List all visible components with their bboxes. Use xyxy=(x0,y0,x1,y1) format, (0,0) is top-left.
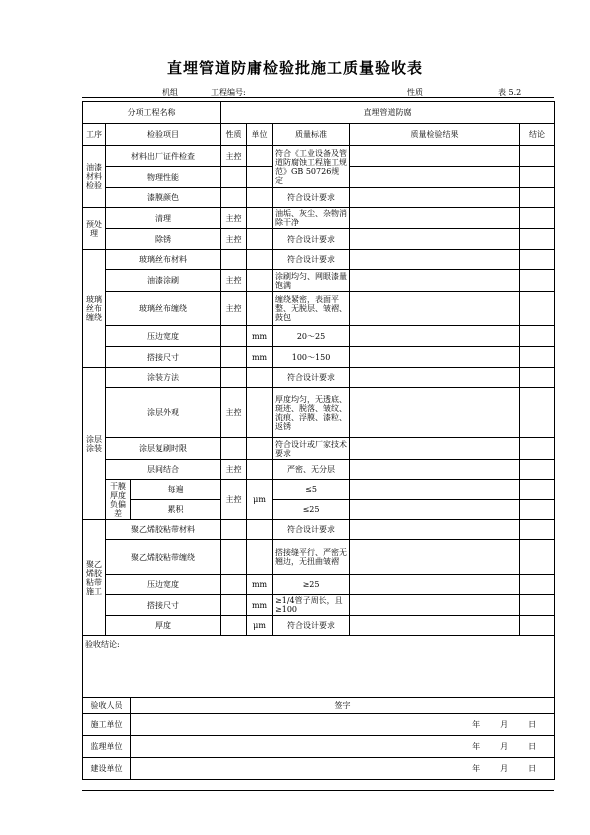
nature-r13 xyxy=(221,438,247,460)
unit-r20: mm xyxy=(247,595,273,616)
day-label: 日 xyxy=(528,764,537,773)
table-number: 表 5.2 xyxy=(498,88,522,97)
item-r7: 油漆涂刷 xyxy=(106,270,221,292)
item-r2: 物理性能 xyxy=(106,167,221,188)
unit-r17 xyxy=(247,520,273,540)
result-cell[interactable] xyxy=(350,540,520,575)
result-cell[interactable] xyxy=(350,347,520,368)
nature-r12: 主控 xyxy=(221,388,247,438)
col-nature: 性质 xyxy=(221,124,247,146)
standard-r8: 缠绕紧密，表面平整、无脱层、皱褶、鼓包 xyxy=(273,292,350,326)
unit-r12 xyxy=(247,388,273,438)
conclusion-cell[interactable] xyxy=(520,347,555,368)
nature-r17 xyxy=(221,520,247,540)
item-r5: 除锈 xyxy=(106,229,221,250)
result-cell[interactable] xyxy=(350,520,520,540)
acceptance-conclusion[interactable]: 验收结论: xyxy=(83,636,555,698)
item-r14: 层间结合 xyxy=(106,460,221,480)
nature-r6 xyxy=(221,250,247,270)
nature-label: 性质 xyxy=(407,88,423,97)
conclusion-cell[interactable] xyxy=(520,208,555,229)
nature-r20 xyxy=(221,595,247,616)
unit-r6 xyxy=(247,250,273,270)
owner-unit-label: 建设单位 xyxy=(83,758,131,780)
conclusion-cell[interactable] xyxy=(520,368,555,388)
conclusion-cell[interactable] xyxy=(520,229,555,250)
year-label: 年 xyxy=(472,742,481,751)
unit-r13 xyxy=(247,438,273,460)
conclusion-cell[interactable] xyxy=(520,438,555,460)
result-cell[interactable] xyxy=(350,388,520,438)
conclusion-cell[interactable] xyxy=(520,167,555,188)
standard-r3: 符合设计要求 xyxy=(273,188,350,208)
supervision-unit-label: 监理单位 xyxy=(83,736,131,758)
nature-r2 xyxy=(221,167,247,188)
result-cell[interactable] xyxy=(350,250,520,270)
standard-r5: 符合设计要求 xyxy=(273,229,350,250)
conclusion-cell[interactable] xyxy=(520,616,555,636)
nature-r5: 主控 xyxy=(221,229,247,250)
unit-r9: mm xyxy=(247,326,273,347)
conclusion-cell[interactable] xyxy=(520,388,555,438)
page-title: 直埋管道防庸检验批施工质量验收表 xyxy=(166,59,423,77)
unit-r10: mm xyxy=(247,347,273,368)
header-rule xyxy=(82,97,554,98)
supervision-unit-date[interactable] xyxy=(131,736,555,758)
col-result: 质量检验结果 xyxy=(350,124,520,146)
nature-r19 xyxy=(221,575,247,595)
standard-r11: 符合设计要求 xyxy=(273,368,350,388)
sub-project-label: 分项工程名称 xyxy=(83,102,221,124)
result-cell[interactable] xyxy=(350,480,520,500)
item-r3: 漆膜颜色 xyxy=(106,188,221,208)
standard-r21: 符合设计要求 xyxy=(273,616,350,636)
result-cell[interactable] xyxy=(350,368,520,388)
result-cell[interactable] xyxy=(350,292,520,326)
unit-r8 xyxy=(247,292,273,326)
inspection-form-table xyxy=(82,101,555,780)
nature-r11 xyxy=(221,368,247,388)
standard-r1: 符合《工业设备及管道防腐蚀工程施工规范》GB 50726规定 xyxy=(273,146,350,188)
result-cell[interactable] xyxy=(350,438,520,460)
unit-r11 xyxy=(247,368,273,388)
construction-unit-label: 施工单位 xyxy=(83,714,131,736)
result-cell[interactable] xyxy=(350,616,520,636)
item-r6: 玻璃丝布材料 xyxy=(106,250,221,270)
unit-r5 xyxy=(247,229,273,250)
item-r16: 累积 xyxy=(131,500,221,520)
item-r19: 压边宽度 xyxy=(106,575,221,595)
unit-r2 xyxy=(247,167,273,188)
result-cell[interactable] xyxy=(350,575,520,595)
nature-r4: 主控 xyxy=(221,208,247,229)
group-coating: 涂层涂装 xyxy=(83,368,106,520)
nature-r15: 主控 xyxy=(221,480,247,520)
standard-r13: 符合设计或厂家技术要求 xyxy=(273,438,350,460)
conclusion-cell[interactable] xyxy=(520,292,555,326)
conclusion-cell[interactable] xyxy=(520,575,555,595)
month-label: 月 xyxy=(500,764,509,773)
item-r17: 聚乙烯胶粘带材料 xyxy=(106,520,221,540)
nature-r7: 主控 xyxy=(221,270,247,292)
conclusion-cell[interactable] xyxy=(520,500,555,520)
conclusion-cell[interactable] xyxy=(520,480,555,500)
result-cell[interactable] xyxy=(350,460,520,480)
standard-r10: 100～150 xyxy=(273,347,350,368)
result-cell[interactable] xyxy=(350,188,520,208)
nature-r8: 主控 xyxy=(221,292,247,326)
nature-r18 xyxy=(221,540,247,575)
col-item: 检验项目 xyxy=(106,124,221,146)
nature-r10 xyxy=(221,347,247,368)
item-r8: 玻璃丝布缠绕 xyxy=(106,292,221,326)
item-r10: 搭接尺寸 xyxy=(106,347,221,368)
result-cell[interactable] xyxy=(350,595,520,616)
conclusion-cell[interactable] xyxy=(520,540,555,575)
month-label: 月 xyxy=(500,720,509,729)
standard-r20: ≥1/4管子周长，且≥100 xyxy=(273,595,350,616)
item-r9: 压边宽度 xyxy=(106,326,221,347)
unit-r4 xyxy=(247,208,273,229)
unit-r7 xyxy=(247,270,273,292)
col-process: 工序 xyxy=(83,124,106,146)
standard-r17: 符合设计要求 xyxy=(273,520,350,540)
item-r18: 聚乙烯胶粘带缠绕 xyxy=(106,540,221,575)
group-pretreatment: 预处理 xyxy=(83,208,106,250)
item-r15: 每遍 xyxy=(131,480,221,500)
col-standard: 质量标准 xyxy=(273,124,350,146)
nature-r9 xyxy=(221,326,247,347)
nature-r14: 主控 xyxy=(221,460,247,480)
owner-unit-date[interactable] xyxy=(131,758,555,780)
item-r20: 搭接尺寸 xyxy=(106,595,221,616)
conclusion-cell[interactable] xyxy=(520,188,555,208)
col-unit: 单位 xyxy=(247,124,273,146)
item-r1: 材料出厂证件检查 xyxy=(106,146,221,167)
year-label: 年 xyxy=(472,720,481,729)
project-no-label: 工程编号: xyxy=(211,88,246,97)
unit-r3 xyxy=(247,188,273,208)
unit-r19: mm xyxy=(247,575,273,595)
item-r21: 厚度 xyxy=(106,616,221,636)
unit-r15: μm xyxy=(247,480,273,520)
conclusion-cell[interactable] xyxy=(520,326,555,347)
standard-r7: 涂刷均匀、网眼漆量饱满 xyxy=(273,270,350,292)
month-label: 月 xyxy=(500,742,509,751)
dry-film-deviation-label: 干膜厚度负偏差 xyxy=(106,480,131,520)
nature-r21 xyxy=(221,616,247,636)
nature-r1: 主控 xyxy=(221,146,247,167)
day-label: 日 xyxy=(528,742,537,751)
item-r12: 涂层外观 xyxy=(106,388,221,438)
unit-r14 xyxy=(247,460,273,480)
standard-r16: ≤25 xyxy=(273,500,350,520)
conclusion-cell[interactable] xyxy=(520,250,555,270)
standard-r15: ≤5 xyxy=(273,480,350,500)
group-glass-cloth: 玻璃丝布缠绕 xyxy=(83,250,106,368)
construction-unit-date[interactable] xyxy=(131,714,555,736)
nature-r3 xyxy=(221,188,247,208)
conclusion-cell[interactable] xyxy=(520,520,555,540)
item-r13: 涂层复刷时限 xyxy=(106,438,221,460)
standard-r6: 符合设计要求 xyxy=(273,250,350,270)
day-label: 日 xyxy=(528,720,537,729)
unit-r1 xyxy=(247,146,273,167)
footer-rule xyxy=(82,790,554,791)
standard-r4: 油垢、灰尘、杂物消除干净 xyxy=(273,208,350,229)
result-cell[interactable] xyxy=(350,326,520,347)
result-cell[interactable] xyxy=(350,229,520,250)
col-conclusion: 结论 xyxy=(520,124,555,146)
unit-r21: μm xyxy=(247,616,273,636)
result-cell[interactable] xyxy=(350,208,520,229)
unit-r18 xyxy=(247,540,273,575)
standard-r9: 20～25 xyxy=(273,326,350,347)
result-cell[interactable] xyxy=(350,500,520,520)
group-paint-material: 油漆材料检验 xyxy=(83,146,106,208)
conclusion-cell[interactable] xyxy=(520,270,555,292)
standard-r19: ≥25 xyxy=(273,575,350,595)
result-cell[interactable] xyxy=(350,167,520,188)
group-pe-tape: 聚乙烯胶粘带施工 xyxy=(83,520,106,636)
result-cell[interactable] xyxy=(350,270,520,292)
standard-r14: 严密、无分层 xyxy=(273,460,350,480)
item-r4: 清理 xyxy=(106,208,221,229)
signature-label: 签字 xyxy=(131,698,555,714)
result-cell[interactable] xyxy=(350,146,520,167)
sub-project-value: 直埋管道防腐 xyxy=(221,102,555,124)
year-label: 年 xyxy=(472,764,481,773)
conclusion-cell[interactable] xyxy=(520,595,555,616)
personnel-label: 验收人员 xyxy=(83,698,131,714)
conclusion-cell[interactable] xyxy=(520,146,555,167)
item-r11: 涂装方法 xyxy=(106,368,221,388)
conclusion-cell[interactable] xyxy=(520,460,555,480)
unit-label: 机组 xyxy=(162,88,178,97)
standard-r12: 厚度均匀，无透底、斑迹、脱落、皱纹、流痕、浮膜、漆粒、返锈 xyxy=(273,388,350,438)
standard-r18: 搭接缝平行、严密无翘边，无扭曲皱褶 xyxy=(273,540,350,575)
